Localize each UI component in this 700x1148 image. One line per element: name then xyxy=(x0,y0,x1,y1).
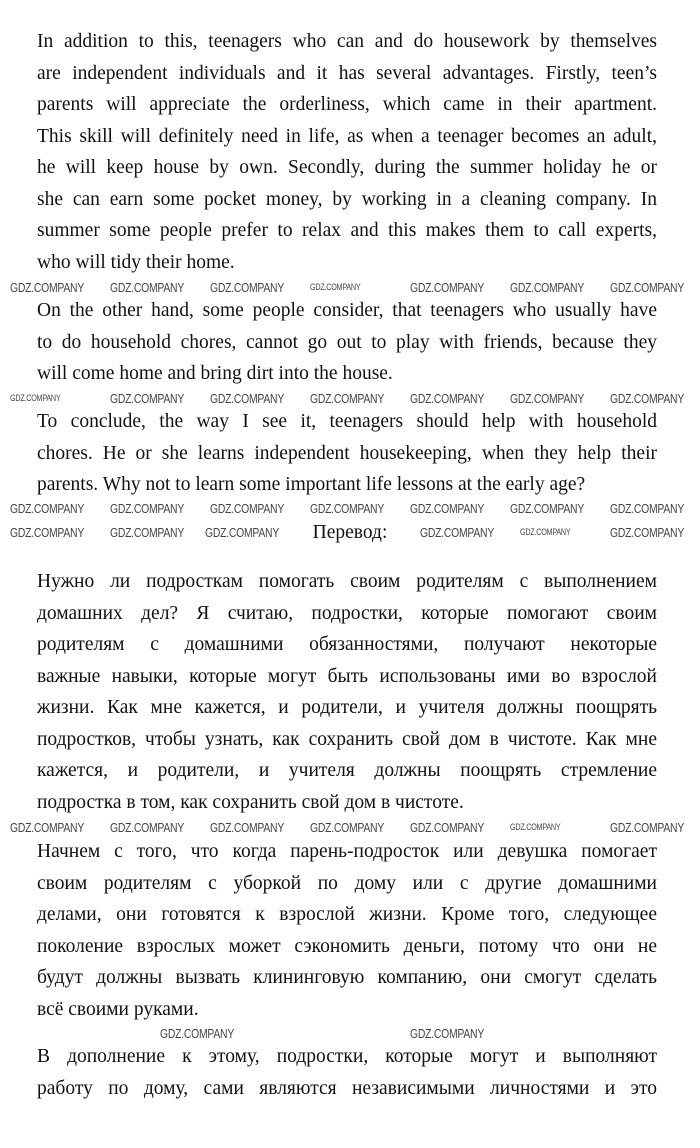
text-line: своим родителям с уборкой по дому или с другие домашними xyxy=(37,872,657,894)
watermark: GDZ.COMPANY xyxy=(410,820,485,835)
watermark: GDZ.COMPANY xyxy=(610,820,685,835)
text-line: важные навыки, которые могут быть использованы ими во взрослой xyxy=(37,665,657,687)
text-line: будут должны вызвать клининговую компанию, они смогут сделать xyxy=(37,967,657,988)
watermark: GDZ.COMPANY xyxy=(510,280,585,295)
watermark: GDZ.COMPANY xyxy=(610,501,685,516)
text-line: This skill will definitely need in life, as when a teenager becomes an adult, xyxy=(37,125,657,147)
watermark: GDZ.COMPANY xyxy=(310,391,385,406)
watermark: GDZ.COMPANY xyxy=(520,527,571,537)
paragraph-translation-intro xyxy=(37,566,657,818)
text-line: работу по дому, сами являются независимыми личностями и это xyxy=(37,1077,657,1099)
watermark: GDZ.COMPANY xyxy=(10,501,85,516)
paragraph-translation-start xyxy=(37,836,657,1025)
watermark: GDZ.COMPANY xyxy=(420,525,495,540)
text-line: In addition to this, teenagers who can and do housework by themselves xyxy=(37,31,657,52)
watermark: GDZ.COMPANY xyxy=(310,501,385,516)
watermark: GDZ.COMPANY xyxy=(510,822,561,832)
text-line: жизни. Как мне кажется, и родители, и учителя должны поощрять xyxy=(37,697,657,718)
paragraph-translation-addition xyxy=(37,1041,657,1104)
watermark: GDZ.COMPANY xyxy=(160,1026,235,1041)
watermark: GDZ.COMPANY xyxy=(310,820,385,835)
watermark: GDZ.COMPANY xyxy=(10,820,85,835)
watermark: GDZ.COMPANY xyxy=(510,391,585,406)
text-line: he will keep house by own. Secondly, during the summer holiday he or xyxy=(37,157,657,178)
translation-heading: Перевод: xyxy=(312,522,388,543)
text-line: В дополнение к этому, подростки, которые могут и выполняют xyxy=(37,1046,657,1067)
text-line: parents will appreciate the orderliness, which came in their apartment. xyxy=(37,94,657,115)
text-line: домашних дел? Я считаю, подростки, которые помогают своим xyxy=(37,602,657,624)
watermark: GDZ.COMPANY xyxy=(410,391,485,406)
text-line: поколение взрослых может сэкономить деньги, потому что они не xyxy=(37,935,657,957)
watermark: GDZ.COMPANY xyxy=(610,391,685,406)
text-line: родителям с домашними обязанностями, получают некоторые xyxy=(37,634,657,655)
text-line: подростков, чтобы узнать, как сохранить свой дом в чистоте. Как мне xyxy=(37,728,657,750)
paragraph-other-hand xyxy=(37,295,657,390)
text-line: are independent individuals and it has several advantages. Firstly, teen’s xyxy=(37,62,657,84)
watermark: GDZ.COMPANY xyxy=(10,280,85,295)
paragraph-advantages xyxy=(37,26,657,278)
text-line: who will tidy their home. xyxy=(37,251,235,273)
text-line: кажется, и родители, и учителя должны поощрять стремление xyxy=(37,760,657,781)
text-line: will come home and bring dirt into the house. xyxy=(37,363,393,384)
watermark: GDZ.COMPANY xyxy=(610,280,685,295)
watermark: GDZ.COMPANY xyxy=(610,525,685,540)
watermark: GDZ.COMPANY xyxy=(410,501,485,516)
watermark: GDZ.COMPANY xyxy=(210,820,285,835)
watermark: GDZ.COMPANY xyxy=(110,525,185,540)
text-line: всё своими руками. xyxy=(37,998,199,1020)
watermark: GDZ.COMPANY xyxy=(210,280,285,295)
text-line: On the other hand, some people consider, that teenagers who usually have xyxy=(37,300,657,321)
watermark: GDZ.COMPANY xyxy=(510,501,585,516)
watermark: GDZ.COMPANY xyxy=(110,280,185,295)
text-line: summer some people prefer to relax and this makes them to call experts, xyxy=(37,220,657,241)
watermark: GDZ.COMPANY xyxy=(110,820,185,835)
watermark: GDZ.COMPANY xyxy=(205,525,280,540)
text-line: Нужно ли подросткам помогать своим родителям с выполнением xyxy=(37,571,657,592)
watermark: GDZ.COMPANY xyxy=(110,391,185,406)
text-line: подростка в том, как сохранить свой дом в чистоте. xyxy=(37,791,464,813)
text-line: Начнем с того, что когда парень-подросток или девушка помогает xyxy=(37,841,657,862)
watermark: GDZ.COMPANY xyxy=(410,1026,485,1041)
paragraph-conclusion xyxy=(37,406,657,501)
text-line: she can earn some pocket money, by working in a cleaning company. In xyxy=(37,188,657,210)
text-line: chores. He or she learns independent housekeeping, when they help their xyxy=(37,442,657,464)
watermark: GDZ.COMPANY xyxy=(10,393,61,403)
watermark: GDZ.COMPANY xyxy=(210,391,285,406)
text-line: To conclude, the way I see it, teenagers should help with household xyxy=(37,411,657,432)
watermark: GDZ.COMPANY xyxy=(210,501,285,516)
text-line: parents. Why not to learn some important life lessons at the early age? xyxy=(37,474,586,495)
watermark: GDZ.COMPANY xyxy=(410,280,485,295)
watermark: GDZ.COMPANY xyxy=(10,525,85,540)
watermark: GDZ.COMPANY xyxy=(310,282,361,292)
text-line: to do household chores, cannot go out to play with friends, because they xyxy=(37,331,657,353)
watermark: GDZ.COMPANY xyxy=(110,501,185,516)
text-line: делами, они готовятся к взрослой жизни. Кроме того, следующее xyxy=(37,904,657,925)
